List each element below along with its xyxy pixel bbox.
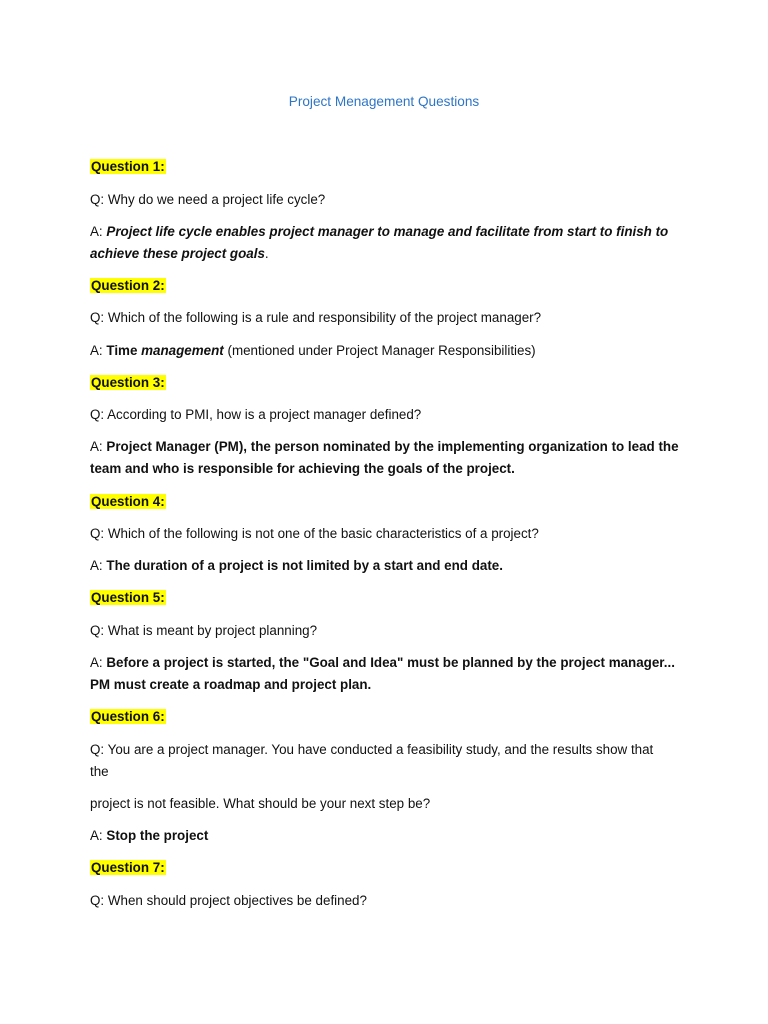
q-prefix: Q: [90,192,105,207]
question-text-continued [90,793,690,815]
question-label: Question 6: [91,709,165,724]
q-text: What is meant by project planning? [107,623,318,638]
q-prefix: Q: [90,893,105,908]
question-label: Question 2: [91,278,165,293]
answer-text [90,555,690,577]
q-prefix: Q: [90,407,105,422]
q-text: Which of the following is a rule and responsibility of the project manager? [107,310,542,325]
question-label: Question 3: [91,375,165,390]
a-text-line1: Project Manager (PM), the person nominated by the implementing organization to lead the [106,439,679,454]
a-prefix: A: [90,343,103,358]
q-prefix: Q: [90,742,105,757]
a-text-bold: Time [106,343,138,358]
question-heading [90,706,690,728]
a-text-line1: Project life cycle enables project manager to manage and facilitate from start to finish to [106,224,669,239]
q-text-line3: project is not feasible. What should be your next step be? [90,796,431,811]
a-text: The duration of a project is not limited by a start and end date. [106,558,503,573]
question-label: Question 4: [91,494,165,509]
question-text [90,523,690,545]
document-title: Project Menagement Questions [288,94,480,109]
a-text-tail: . [264,246,269,261]
answer-text [90,340,690,362]
question-text [90,620,690,642]
a-text-bold-italic: management [141,343,224,358]
q-prefix: Q: [90,310,105,325]
question-text [90,739,690,783]
a-text-rest: (mentioned under Project Manager Responsibilities) [227,343,536,358]
answer-text [90,652,690,696]
answer-text [90,825,690,847]
question-text [90,189,690,211]
q-text-line1: You are a project manager. You have conducted a feasibility study, and the results show that [107,742,654,757]
q-text-line2: the [90,764,109,779]
question-label: Question 1: [91,159,165,174]
question-text [90,307,690,329]
question-text [90,890,690,912]
answer-text [90,221,690,265]
question-heading [90,587,690,609]
a-prefix: A: [90,224,103,239]
question-heading [90,156,690,178]
a-prefix: A: [90,828,103,843]
question-heading [90,857,690,879]
a-prefix: A: [90,439,103,454]
answer-text [90,436,690,480]
question-label: Question 7: [91,860,165,875]
q-text: When should project objectives be defined? [107,893,367,908]
a-text: Stop the project [106,828,209,843]
question-heading [90,275,690,297]
q-prefix: Q: [90,526,105,541]
q-text: According to PMI, how is a project manager defined? [107,407,422,422]
question-heading [90,372,690,394]
a-text-line1: Before a project is started, the "Goal and Idea" must be planned by the project manager... [106,655,675,670]
question-label: Question 5: [91,590,165,605]
q-text: Why do we need a project life cycle? [107,192,326,207]
a-prefix: A: [90,558,103,573]
a-prefix: A: [90,655,103,670]
question-heading [90,491,690,513]
question-text [90,404,690,426]
q-text: Which of the following is not one of the basic characteristics of a project? [107,526,539,541]
a-text-line2: team and who is responsible for achieving the goals of the project. [90,461,515,476]
a-text-line2: PM must create a roadmap and project plan. [90,677,372,692]
q-prefix: Q: [90,623,105,638]
a-text-line2: achieve these project goals [90,246,265,261]
